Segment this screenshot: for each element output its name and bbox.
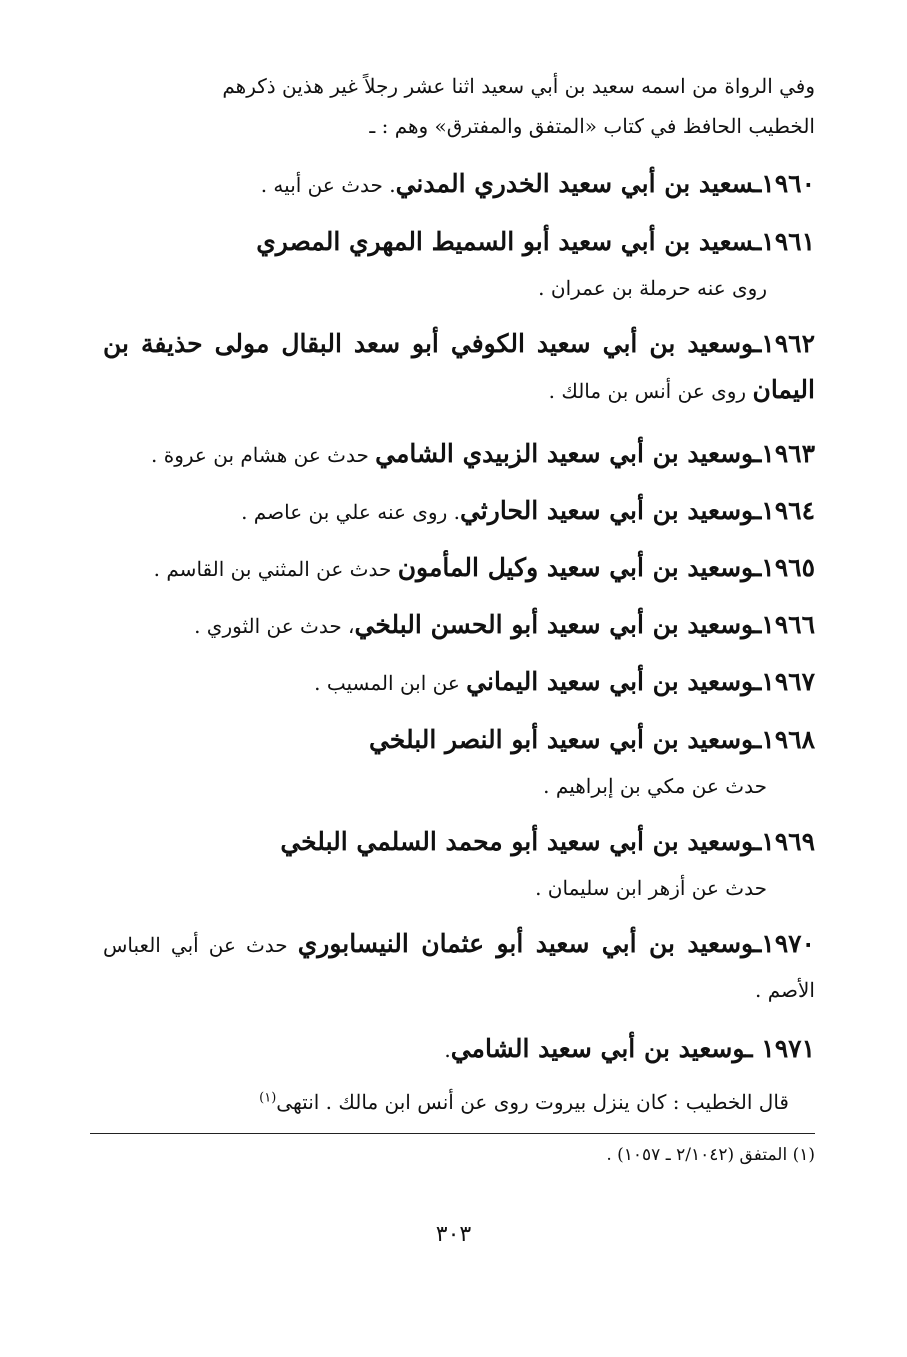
entry-name: وسعيد بن أبي سعيد وكيل المأمون	[397, 553, 754, 582]
entry-1969-subline: حدث عن أزهر ابن سليمان .	[535, 876, 767, 900]
entry-description: حدث عن هشام بن عروة .	[151, 443, 376, 467]
entry-1961	[110, 220, 815, 266]
closing-line	[89, 1082, 789, 1122]
entry-number: ١٩٧١ ـ	[745, 1034, 815, 1063]
intro-line-1: وفي الرواة من اسمه سعيد بن أبي سعيد اثنا عشر رجلاً غير هذين ذكرهم	[222, 74, 815, 98]
entry-1968	[110, 718, 815, 764]
footnote: (١) المتفق (٢/١٠٤٢ ـ ١٠٥٧) .	[606, 1145, 815, 1165]
entry-1964	[110, 489, 815, 535]
entry-number: ١٩٦٨ـ	[753, 725, 815, 754]
footnote-marker[interactable]: (١)	[259, 1090, 277, 1106]
entry-name: وسعيد بن أبي سعيد الزبيدي الشامي	[375, 439, 754, 468]
entry-number: ١٩٦٣ـ	[753, 439, 815, 468]
entry-1963	[110, 432, 815, 478]
entry-number: ١٩٦١ـ	[753, 227, 815, 256]
page-number: ٣٠٣	[435, 1222, 472, 1247]
closing-text: قال الخطيب : كان ينزل بيروت روى عن أنس ابن مالك . انتهى	[276, 1090, 789, 1114]
intro-line-2: الخطيب الحافظ في كتاب «المتفق والمفترق» وهم : ـ	[369, 114, 815, 138]
entry-description: عن ابن المسيب .	[314, 671, 467, 695]
entry-1970	[103, 922, 815, 1013]
entry-description: حدث عن المثني بن القاسم .	[153, 557, 398, 581]
entry-name: وسعيد بن أبي سعيد الكوفي أبو سعد البقال مولى حذيفة بن اليمان	[103, 329, 815, 404]
entry-number: ١٩٦٠ـ	[753, 169, 815, 198]
entry-number: ١٩٦٧ـ	[753, 667, 815, 696]
entry-description: .	[444, 1038, 451, 1062]
entry-description: ، حدث عن الثوري .	[194, 614, 355, 638]
entry-1962	[103, 322, 815, 414]
entry-number: ١٩٦٢ـ	[753, 329, 815, 358]
entry-1971	[110, 1027, 815, 1073]
entry-number: ١٩٦٦ـ	[753, 610, 815, 639]
entry-1961-subline: روى عنه حرملة بن عمران .	[538, 276, 767, 300]
entry-name: سعيد بن أبي سعيد الخدري المدني	[395, 169, 754, 198]
footnote-separator	[90, 1133, 815, 1134]
entry-name: وسعيد بن أبي سعيد الشامي	[450, 1034, 746, 1063]
entry-name: وسعيد بن أبي سعيد أبو النصر البلخي	[368, 725, 754, 754]
entry-1969	[110, 820, 815, 866]
entry-1965	[110, 546, 815, 592]
entry-name: وسعيد بن أبي سعيد الحارثي	[459, 496, 754, 525]
entry-name: سعيد بن أبي سعيد أبو السميط المهري المصري	[256, 227, 754, 256]
entry-1967	[110, 660, 815, 706]
entry-description: . حدث عن أبيه .	[260, 173, 396, 197]
entry-name: وسعيد بن أبي سعيد اليماني	[466, 667, 754, 696]
entry-number: ١٩٧٠ـ	[753, 929, 815, 958]
entry-1960	[110, 162, 815, 208]
entry-1966	[110, 603, 815, 649]
entry-description: . روى عنه علي بن عاصم .	[241, 500, 460, 524]
entry-name: وسعيد بن أبي سعيد أبو الحسن البلخي	[354, 610, 754, 639]
entry-name: وسعيد بن أبي سعيد أبو عثمان النيسابوري	[297, 929, 754, 958]
entry-number: ١٩٦٥ـ	[753, 553, 815, 582]
entry-description: حدث عن أبي العباس الأصم .	[103, 933, 815, 1002]
entry-number: ١٩٦٩ـ	[753, 827, 815, 856]
entry-number: ١٩٦٤ـ	[753, 496, 815, 525]
entry-name: وسعيد بن أبي سعيد أبو محمد السلمي البلخي	[280, 827, 754, 856]
entry-description: روى عن أنس بن مالك .	[548, 379, 753, 403]
entry-1968-subline: حدث عن مكي بن إبراهيم .	[543, 774, 767, 798]
